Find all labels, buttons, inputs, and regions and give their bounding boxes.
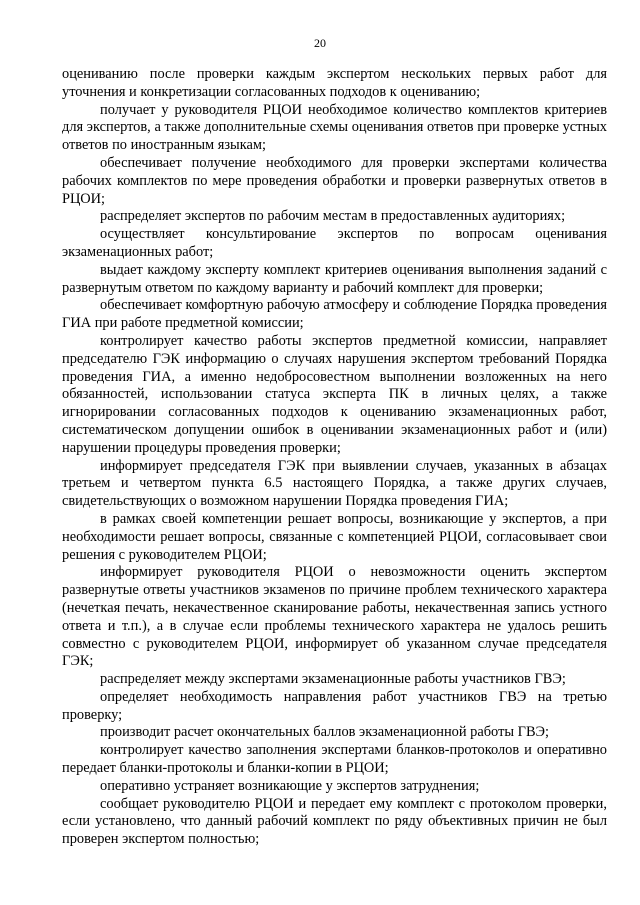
paragraph: распределяет между экспертами экзаменационные работы участников ГВЭ; bbox=[100, 671, 566, 688]
paragraph: оперативно устраняет возникающие у экспертов затруднения; bbox=[100, 777, 480, 794]
paragraph: получает у руководителя РЦОИ необходимое количество комплектов критериев для экспертов, а также дополнительные схемы оценивания ответов при проверке устных ответов по иностранным языкам; bbox=[62, 101, 607, 154]
paragraph: контролирует качество заполнения экспертами бланков-протоколов и оперативно передает бланки-протоколы и бланки-копии в РЦОИ; bbox=[62, 742, 607, 777]
paragraph: информирует руководителя РЦОИ о невозможности оценить экспертом развернутые ответы участников экзаменов по причине проблем технического характера (нечеткая печать, некачественное сканирование работы, некачественная запись устного ответа и т.п.), а в случае если проблемы технического характера не удалось решить совместно с руководителем РЦОИ, информирует об указанном случае председателя ГЭК; bbox=[62, 564, 607, 670]
paragraph: информирует председателя ГЭК при выявлении случаев, указанных в абзацах третьем и четвертом пункта 6.5 настоящего Порядка, а также других случаев, свидетельствующих о возможном нарушении Порядка проведения ГИА; bbox=[62, 457, 607, 510]
document-body bbox=[62, 66, 607, 849]
paragraph: осуществляет консультирование экспертов по вопросам оценивания экзаменационных работ; bbox=[62, 226, 607, 260]
paragraph: в рамках своей компетенции решает вопросы, возникающие у экспертов, а при необходимости решает вопросы, связанные с компетенцией РЦОИ, согласовывает свои решения с руководителем РЦОИ; bbox=[62, 510, 607, 563]
paragraph-continued: оцениванию после проверки каждым экспертом нескольких первых работ для уточнения и конкретизации согласованных подходов к оцениванию; bbox=[62, 66, 607, 100]
page-number: 20 bbox=[314, 36, 326, 50]
paragraph: контролирует качество работы экспертов предметной комиссии, направляет председателю ГЭК информацию о случаях нарушения экспертом требований Порядка проведения ГИА, а именно недобросовестном выполнении возложенных на него обязанностей, использовании статуса эксперта ПК в личных целях, а также игнорировании согласованных подходов к оцениванию экзаменационных работ, систематическом допущении ошибок в оценивании экзаменационных работ и (или) нарушении процедуры проведения проверки; bbox=[62, 332, 607, 456]
paragraph: производит расчет окончательных баллов экзаменационной работы ГВЭ; bbox=[100, 724, 550, 741]
paragraph: сообщает руководителю РЦОИ и передает ему комплект с протоколом проверки, если установлено, что данный рабочий комплект по ряду объективных причин не был проверен экспертом полностью; bbox=[62, 795, 607, 848]
paragraph: обеспечивает комфортную рабочую атмосферу и соблюдение Порядка проведения ГИА при работе предметной комиссии; bbox=[62, 297, 607, 332]
paragraph: определяет необходимость направления работ участников ГВЭ на третью проверку; bbox=[62, 688, 607, 723]
paragraph: распределяет экспертов по рабочим местам в предоставленных аудиториях; bbox=[100, 208, 566, 225]
paragraph: выдает каждому эксперту комплект критериев оценивания выполнения заданий с развернутым ответом по каждому варианту и рабочий комплект для проверки; bbox=[62, 261, 607, 296]
paragraph: обеспечивает получение необходимого для проверки экспертами количества рабочих комплектов по мере проведения обработки и проверки развернутых ответов в РЦОИ; bbox=[62, 154, 607, 207]
